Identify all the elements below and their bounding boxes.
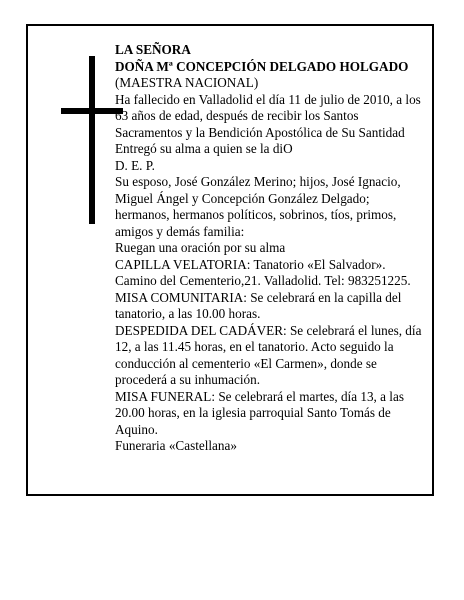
farewell-info: DESPEDIDA DEL CADÁVER: Se celebrará el lunes, día 12, a las 11.45 horas, en el tanatorio. Acto seguido la conducción al cementerio «El Carmen», donde se procederá a su inhumación. xyxy=(115,322,422,387)
deceased-name: DOÑA Mª CONCEPCIÓN DELGADO HOLGADO xyxy=(115,58,409,74)
funeral-home: Funeraria «Castellana» xyxy=(115,438,237,453)
obituary-frame xyxy=(26,24,434,496)
notice-title: LA SEÑORA xyxy=(115,42,191,57)
rip-line: D. E. P. xyxy=(115,157,155,173)
prayer-request: Ruegan una oración por su alma xyxy=(115,240,286,255)
family-list: Su esposo, José González Merino; hijos, José Ignacio, Miguel Ángel y Concepción González Delgado; hermanos, hermanos políticos, sobrinos, tíos, primos, amigos y demás familia: xyxy=(115,174,401,239)
death-announcement: Ha fallecido en Valladolid el día 11 de julio de 2010, a los 63 años de edad, después de recibir los Santos Sacramentos y la Bendición Apostólica de Su Santidad xyxy=(115,91,421,140)
obituary-text xyxy=(115,42,423,455)
soul-delivered-line: Entregó su alma a quien se la diO xyxy=(115,141,293,156)
wake-chapel-info: CAPILLA VELATORIA: Tanatorio «El Salvador». Camino del Cementerio,21. Valladolid. Tel: 983251225. xyxy=(115,256,411,288)
community-mass-info: MISA COMUNITARIA: Se celebrará en la capilla del tanatorio, a las 10.00 horas. xyxy=(115,289,402,321)
cross-vertical-bar xyxy=(89,56,95,224)
funeral-mass-info: MISA FUNERAL: Se celebrará el martes, día 13, a las 20.00 horas, en la iglesia parroquial Santo Tomás de Aquino. xyxy=(115,388,404,437)
cross-icon xyxy=(61,56,123,224)
cross-horizontal-bar xyxy=(61,108,123,114)
deceased-profession: (MAESTRA NACIONAL) xyxy=(115,75,259,90)
